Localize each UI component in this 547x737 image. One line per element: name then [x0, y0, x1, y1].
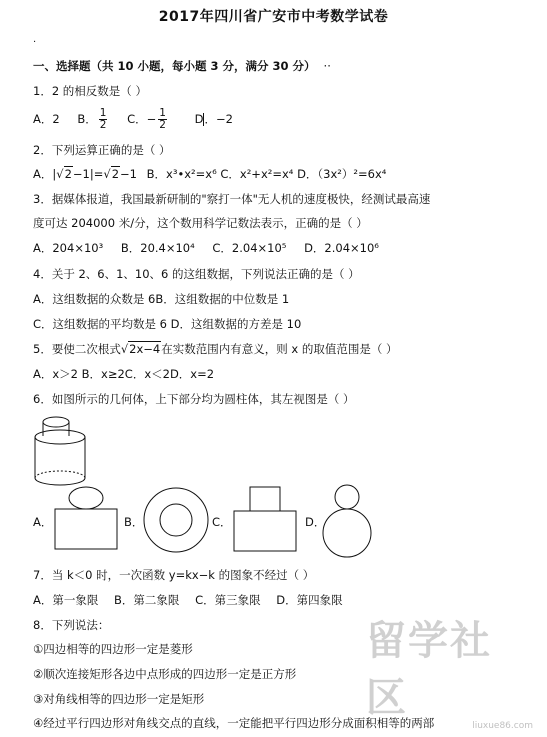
q6-option-a-figure — [52, 485, 120, 553]
q2-a-radicand: 2 — [64, 167, 72, 181]
q5-stem: 5．要使二次根式√2x−4在实数范围内有意义，则 x 的取值范围是（ ） — [33, 342, 398, 356]
q6-stem: 6．如图所示的几何体，上下部分均为圆柱体，其左视图是（ ） — [33, 392, 355, 406]
q3-option-d: D．2.04×10⁶ — [304, 241, 379, 255]
q3-option-a: A．204×10³ — [33, 241, 104, 255]
q1-option-d-prefix: D — [194, 112, 204, 126]
q6-option-b-label: B． — [124, 515, 144, 529]
q8-statement-3: ③对角线相等的四边形一定是矩形 — [33, 692, 205, 706]
q6-option-a-label: A． — [33, 515, 53, 529]
q1-option-c — [127, 108, 169, 131]
q2-a-radicand-2: 2 — [111, 167, 120, 181]
q6-option-c-figure — [232, 484, 298, 554]
q2-a-prefix: A．| — [33, 167, 57, 181]
watermark — [366, 618, 541, 733]
q3-option-b: B．20.4×10⁴ — [120, 241, 195, 255]
q5-radicand: 2x−4 — [129, 342, 161, 356]
watermark-logo-text: 留学社区 — [366, 618, 492, 721]
stray-dot: · — [33, 37, 37, 48]
q4-stem: 4．关于 2、6、1、10、6 的这组数据，下列说法正确的是（ ） — [33, 267, 360, 281]
q6-solid-figure — [32, 412, 102, 490]
q5-stem-prefix: 5．要使二次根式 — [33, 342, 121, 356]
q3-options — [33, 240, 379, 256]
q7-option-d: D．第四象限 — [276, 593, 343, 607]
q8-statement-4: ④经过平行四边形对角线交点的直线，一定能把平行四边形分成面积相等的两部 — [33, 716, 435, 730]
q7-options — [33, 592, 343, 608]
q8-statement-1: ①四边相等的四边形一定是菱形 — [33, 642, 193, 656]
q1-option-b — [77, 108, 109, 131]
q2-option-a: A．|√2−1|=√2−1 — [33, 167, 137, 181]
q1-options — [33, 108, 233, 131]
q8-stem: 8．下列说法： — [33, 618, 110, 632]
q1-b-numerator: 1 — [99, 107, 107, 119]
q7-option-c: C．第三象限 — [195, 593, 261, 607]
watermark-url: liuxue86.com — [472, 721, 533, 731]
q1-b-denominator: 2 — [99, 119, 107, 131]
q1-option-d-rest: ．−2 — [204, 112, 233, 126]
q4-options-line1: A．这组数据的众数是 6B．这组数据的中位数是 1 — [33, 292, 290, 306]
q2-option-d: D．（3x²）²=6x⁴ — [297, 167, 387, 181]
q2-options — [33, 166, 386, 182]
section-heading — [33, 58, 331, 74]
q1-c-denominator: 2 — [159, 119, 166, 131]
section-heading-dots: ·· — [323, 59, 331, 73]
q1-c-numerator: 1 — [159, 107, 166, 119]
q6-option-d-figure — [321, 483, 373, 563]
q2-option-b: B．x³•x²=x⁶ — [146, 167, 217, 181]
q2-option-c: C．x²+x²=x⁴ — [220, 167, 294, 181]
q2-stem: 2．下列运算正确的是（ ） — [33, 143, 171, 157]
q2-a-mid: −1|= — [72, 167, 104, 181]
q1-option-c-fraction — [158, 108, 167, 131]
q5-stem-suffix: 在实数范围内有意义，则 x 的取值范围是（ ） — [161, 342, 398, 356]
q1-stem: 1．2 的相反数是（ ） — [33, 84, 147, 98]
q1-option-b-prefix: B． — [77, 112, 97, 126]
q1-option-c-prefix: C．− — [127, 112, 157, 126]
q3-stem-line2: 度可达 204000 米/分，这个数用科学记数法表示，正确的是（ ） — [33, 216, 368, 230]
q7-option-b: B．第二象限 — [114, 593, 180, 607]
q2-a-end: −1 — [120, 167, 137, 181]
q3-option-c: C．2.04×10⁵ — [212, 241, 287, 255]
q6-option-b-figure — [140, 484, 212, 556]
q6-option-c-label: C． — [212, 515, 232, 529]
page-title: 2017年四川省广安市中考数学试卷 — [158, 9, 389, 25]
q7-option-a: A．第一象限 — [33, 593, 99, 607]
section-heading-text: 一、选择题（共 10 小题，每小题 3 分，满分 30 分） — [33, 59, 316, 73]
q1-option-d — [195, 111, 233, 127]
q3-stem-line1: 3．据媒体报道，我国最新研制的"察打一体"无人机的速度极快，经测试最高速 — [33, 192, 431, 206]
q8-statement-2: ②顺次连接矩形各边中点形成的四边形一定是正方形 — [33, 667, 297, 681]
q1-option-b-fraction — [99, 108, 108, 131]
q6-option-d-label: D． — [305, 515, 326, 529]
q1-option-a: A．2 — [33, 112, 60, 126]
q5-options: A．x＞2 B．x≥2C．x＜2D．x=2 — [33, 367, 215, 381]
q7-stem: 7．当 k＜0 时，一次函数 y=kx−k 的图象不经过（ ） — [33, 568, 315, 582]
q4-options-line2: C．这组数据的平均数是 6 D．这组数据的方差是 10 — [33, 317, 302, 331]
